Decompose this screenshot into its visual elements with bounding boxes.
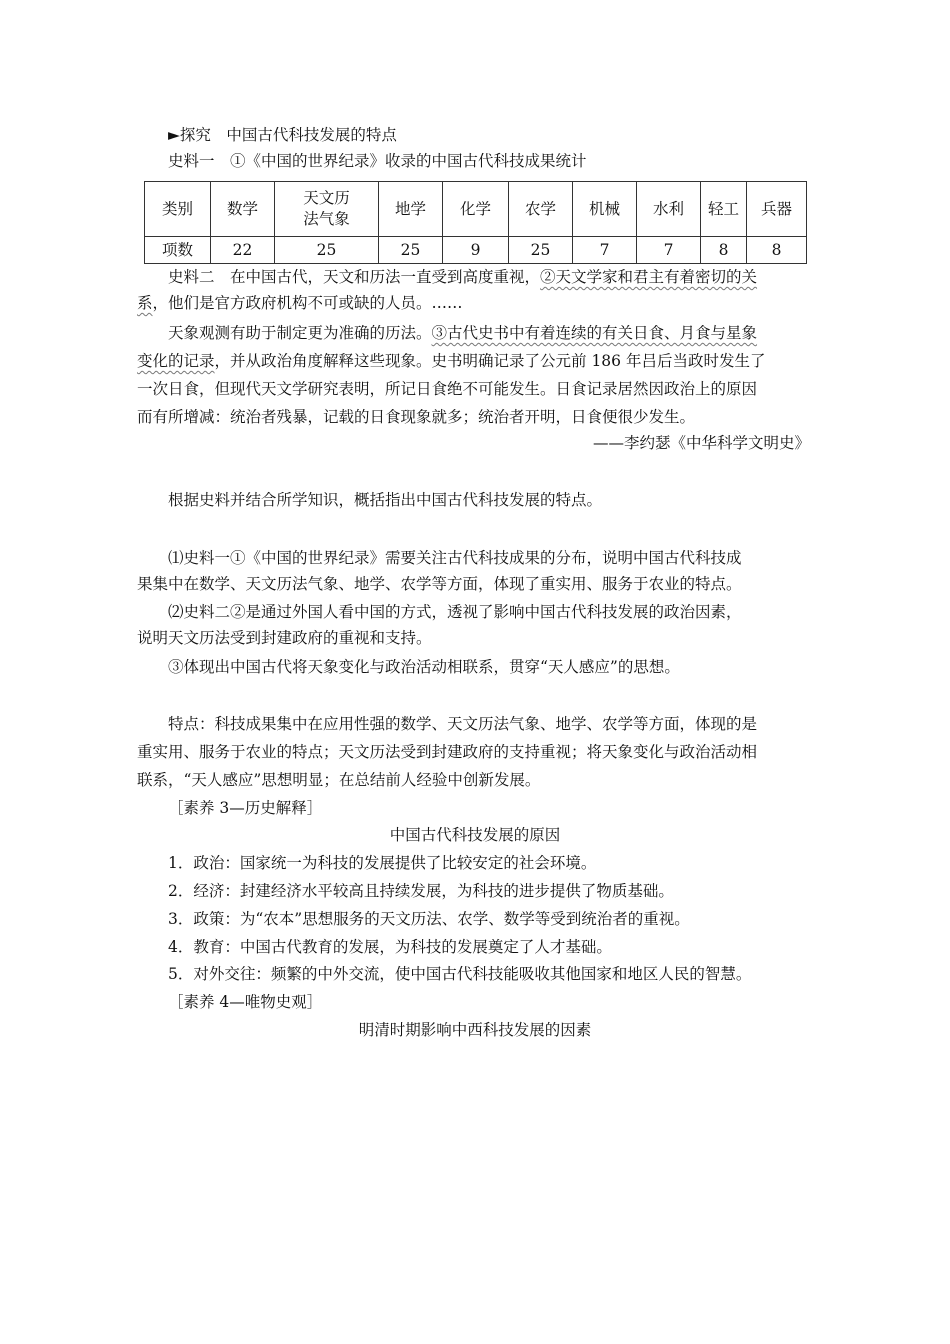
answer-line: 重实用、服务于农业的特点；天文历法受到封建政府的支持重视；将天象变化与政治活动相 [137, 743, 758, 761]
source2-attribution: ——李约瑟《中华科学文明史》 [592, 434, 810, 452]
list-item: 2．经济：封建经济水平较高且持续发展，为科技的进步提供了物质基础。 [168, 882, 674, 900]
table-cell: 7 [637, 237, 701, 264]
table-cell: 兵器 [747, 182, 807, 237]
table-cell: 8 [747, 237, 807, 264]
table-cell: 25 [509, 237, 573, 264]
analysis-line: ⑵史料二②是通过外国人看中国的方式，透视了影响中国古代科技发展的政治因素， [168, 603, 742, 621]
table-header-row [145, 182, 807, 237]
list-item: 5．对外交往：频繁的中外交流，使中国古代科技能吸收其他国家和地区人民的智慧。 [168, 965, 752, 983]
table-cell: 25 [275, 237, 379, 264]
table-cell: 轻工 [701, 182, 747, 237]
literacy4-title: 明清时期影响中西科技发展的因素 [358, 1021, 592, 1039]
analysis-line: ⑴史料一①《中国的世界纪录》需要关注古代科技成果的分布，说明中国古代科技成 [168, 549, 742, 567]
analysis-line: 说明天文历法受到封建政府的重视和支持。 [137, 629, 432, 647]
source2-line: 而有所增减：统治者残暴，记载的日食现象就多；统治者开明，日食便很少发生。 [137, 408, 696, 426]
analysis-line: 果集中在数学、天文历法气象、地学、农学等方面，体现了重实用、服务于农业的特点。 [137, 575, 742, 593]
table-cell: 天文历 法气象 [275, 182, 379, 237]
source2-line: 系，他们是官方政府机构不可或缺的人员。…… [137, 294, 463, 312]
source2-line: 天象观测有助于制定更为准确的历法。③古代史书中有着连续的有关日食、月食与星象 [168, 324, 758, 342]
table-cell: 机械 [573, 182, 637, 237]
table-cell: 化学 [443, 182, 509, 237]
table-cell: 农学 [509, 182, 573, 237]
statistics-table [144, 181, 807, 264]
source2-line: 一次日食，但现代天文学研究表明，所记日食绝不可能发生。日食记录居然因政治上的原因 [137, 380, 758, 398]
source2-line: 史料二 在中国古代，天文和历法一直受到高度重视，②天文学家和君主有着密切的关 [168, 268, 758, 286]
source2-line: 变化的记录，并从政治角度解释这些现象。史书明确记录了公元前 186 年吕后当政时发生了 [137, 352, 766, 370]
table-cell: 水利 [637, 182, 701, 237]
table-cell: 数学 [211, 182, 275, 237]
literacy3-title: 中国古代科技发展的原因 [389, 826, 561, 844]
literacy3-tag: ［素养 3—历史解释］ [168, 799, 323, 817]
list-item: 3．政策：为“农本”思想服务的天文历法、农学、数学等受到统治者的重视。 [168, 910, 690, 928]
list-item: 1．政治：国家统一为科技的发展提供了比较安定的社会环境。 [168, 854, 597, 872]
table-cell: 7 [573, 237, 637, 264]
question: 根据史料并结合所学知识，概括指出中国古代科技发展的特点。 [168, 491, 603, 509]
answer-line: 特点：科技成果集中在应用性强的数学、天文历法气象、地学、农学等方面，体现的是 [168, 715, 758, 733]
table-cell: 22 [211, 237, 275, 264]
analysis-line: ③体现出中国古代将天象变化与政治活动相联系，贯穿“天人感应”的思想。 [168, 658, 680, 676]
table-cell: 地学 [379, 182, 443, 237]
answer-line: 联系，“天人感应”思想明显；在总结前人经验中创新发展。 [137, 771, 541, 789]
table-cell: 项数 [145, 237, 211, 264]
source1-title: 史料一 ①《中国的世界纪录》收录的中国古代科技成果统计 [168, 152, 587, 170]
table-cell: 25 [379, 237, 443, 264]
literacy4-tag: ［素养 4—唯物史观］ [168, 993, 323, 1011]
table-value-row [145, 237, 807, 264]
section-heading: ►探究 中国古代科技发展的特点 [168, 126, 397, 144]
list-item: 4．教育：中国古代教育的发展，为科技的发展奠定了人才基础。 [168, 938, 612, 956]
table-cell: 类别 [145, 182, 211, 237]
table-cell: 9 [443, 237, 509, 264]
table-cell: 8 [701, 237, 747, 264]
